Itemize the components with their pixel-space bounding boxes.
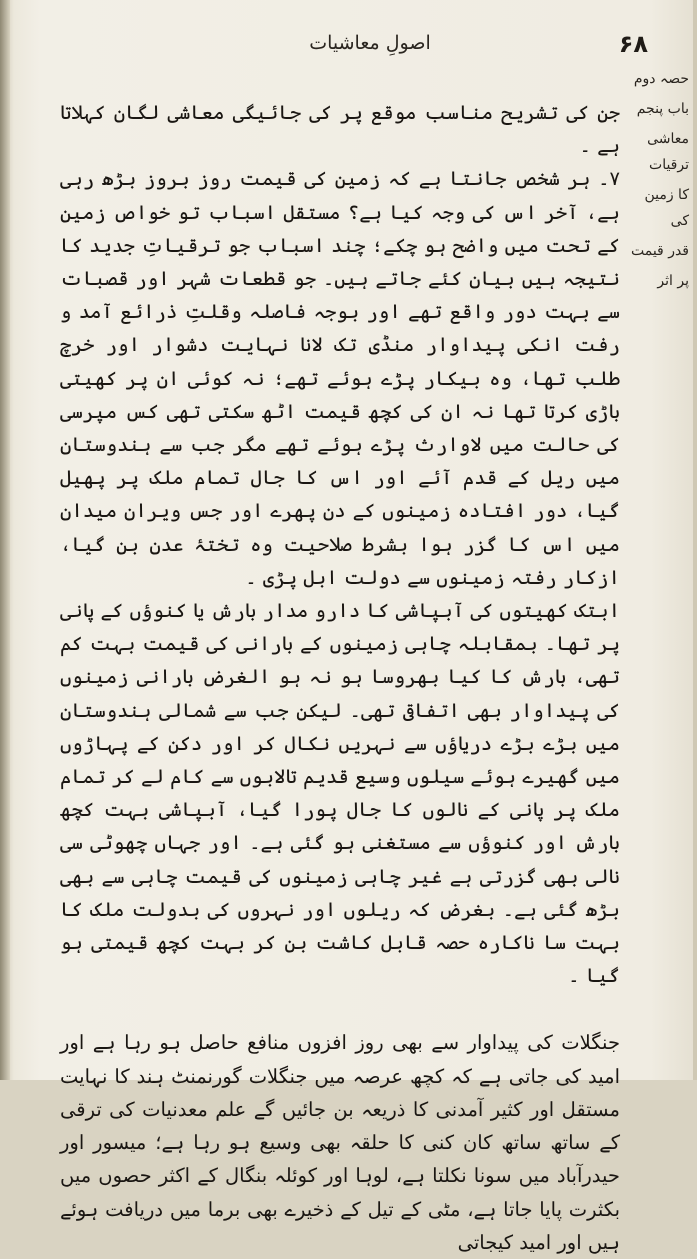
margin-note-chapter: باب پنجم [636, 101, 689, 117]
margin-note-topic: معاشی ترقیات [647, 131, 689, 173]
body-text [60, 96, 620, 1259]
margin-note-topic-4: پر اثر [657, 273, 689, 289]
paragraph: جن کی تشریح مناسب موقع پر کی جائیگی معاشی لگان کہلاتا ہے ۔ [60, 101, 620, 158]
paragraph: ابتک کھیتوں کی آبپاشی کا دارو مدار بارش یا کنوؤں کے پانی پر تھا۔ بمقابلہ چاہی زمینوں کے بارانی کی قیمت بہت کم تھی، بارش کا کیا بھروسا ہو نہ ہو الغرض بارانی زمینوں کی پیداوار بھی اتفاقی تھی۔ لیکن جب سے شمالی ہندوستان میں بڑے بڑے دریاؤں سے نہریں نکال کر اور دکن کے پہاڑوں میں گھیرے ہوئے سیلوں وسیع قدیم تالابوں سے کام لے کر تمام ملک پر پانی کے نالوں کا جال پورا گیا، آبپاشی بہت کچھ بارش اور کنوؤں سے مستغنی ہو گئی ہے۔ اور جہاں چھوٹی سی نالی بھی گزرتی ہے غیر چاہی زمینوں کی قیمت چاہی سے بھی بڑھ گئی ہے۔ بغرض کہ ریلوں اور نہروں کی بدولت ملک کا بہت سا ناکارہ حصہ قابل کاشت بن کر بہت کچھ قیمتی ہو گیا ۔ [60, 599, 620, 988]
scan-edge [693, 0, 697, 1080]
margin-note-part: حصہ دوم [633, 71, 689, 87]
margin-note-topic-2: کا زمین کی [644, 187, 689, 229]
margin-notes [625, 66, 689, 298]
binding-shadow [0, 0, 10, 1080]
page-header [60, 30, 650, 66]
paragraph: ۷۔ ہر شخص جانتا ہے کہ زمین کی قیمت روز بروز بڑھ رہی ہے، آخر اس کی وجہ کیا ہے؟ مستقل اسباب تو خواص زمین کے تحت میں واضح ہو چکے؛ چند اسباب جو ترقیاتِ جدید کا نتیجہ ہیں بیان کئے جاتے ہیں۔ جو قطعات شہر اور قصبات سے بہت دور واقع تھے اور بوجہ فاصلہ وقلتِ ذرائع آمد و رفت انکی پیداوار منڈی تک لانا نہایت دشوار اور خرچ طلب تھا، وہ بیکار پڑے ہوئے تھے؛ نہ کوئی ان پر کھیتی باڑی کرتا تھا نہ ان کی کچھ قیمت اٹھ سکتی تھی کس مپرسی کی حالت میں لاوارث پڑے ہوئے تھے مگر جب سے ہندوستان میں ریل کے قدم آئے اور اس کا جال تمام ملک پر پھیل گیا، دور افتادہ زمینوں کے دن پھرے اور جس ویران میدان میں اس کا گزر ہوا بشرط صلاحیت وہ تختۂ عدن بن گیا، ازکار رفتہ زمینوں سے دولت ابل پڑی ۔ [60, 167, 620, 589]
margin-note-topic-3: قدر قیمت [630, 243, 689, 259]
closing-paragraph: جنگلات کی پیداوار سے بھی روز افزوں منافع حاصل ہو رہا ہے اور امید کی جاتی ہے کہ کچھ عرصہ میں جنگلات گورنمنٹ ہند کا نہایت مستقل اور کثیر آمدنی کا ذریعہ بن جائیں گے علم معدنیات کی ترقی کے ساتھ ساتھ کان کنی کا حلقہ بھی وسیع ہو رہا ہے؛ میسور اور حیدرآباد میں سونا نکلتا ہے، لوہا اور کوئلہ بنگال کے اکثر حصوں میں بکثرت پایا جاتا ہے، مٹی کے تیل کے ذخیرے بھی برما میں دریافت ہوئے ہیں اور امید کیجاتی [60, 1031, 620, 1254]
page-number: ۶۸ [618, 30, 648, 58]
running-title: اصولِ معاشیات [309, 32, 431, 54]
paragraph-spacer [60, 992, 620, 1026]
